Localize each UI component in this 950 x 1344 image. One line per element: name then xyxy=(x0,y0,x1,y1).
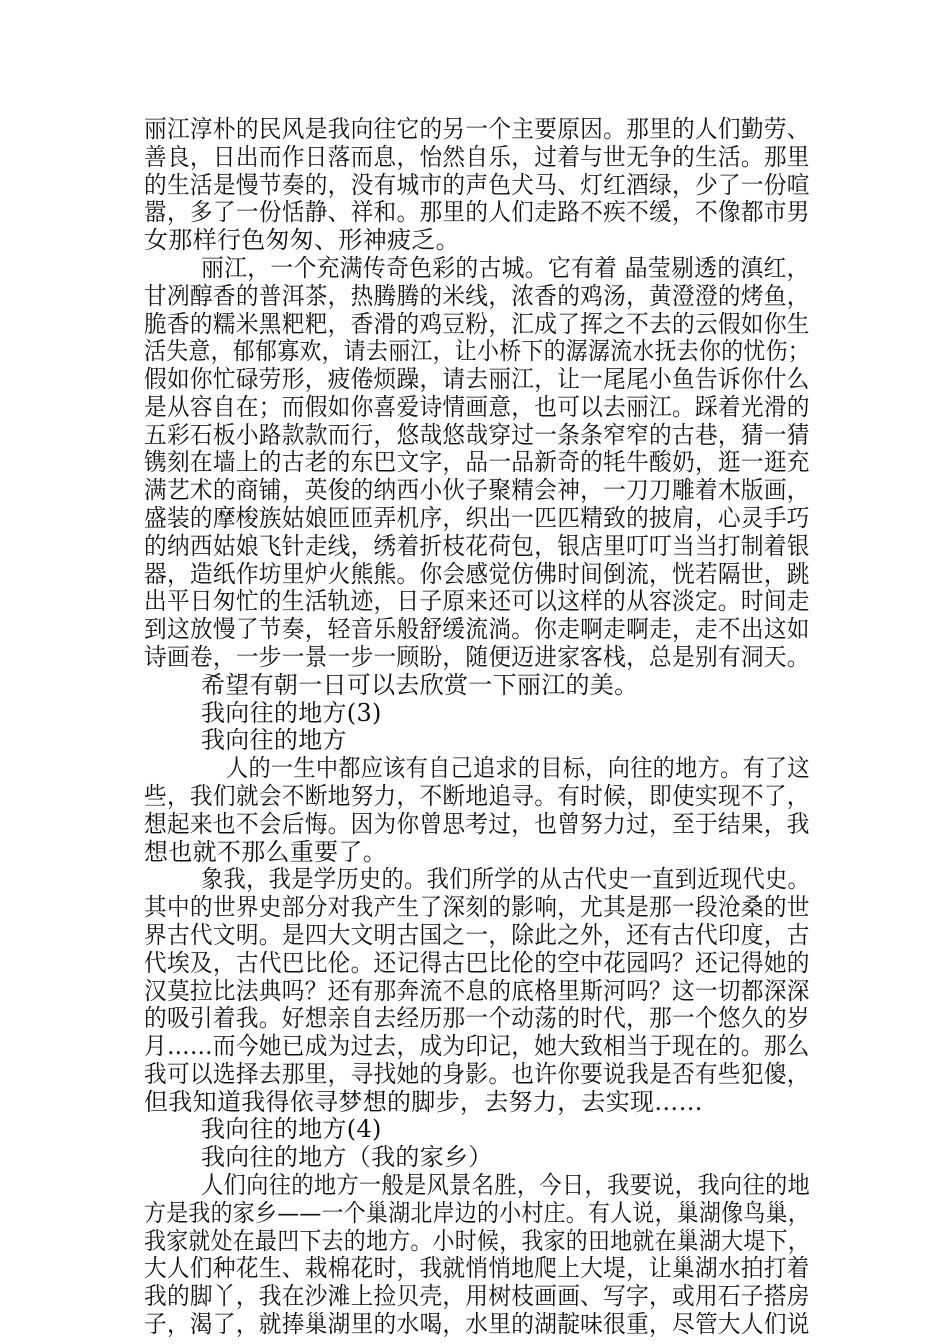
text-line: 活失意，郁郁寡欢，请去丽江，让小桥下的潺潺流水抚去你的忧伤； xyxy=(144,337,811,365)
text-line: 我家就处在最凹下去的地方。小时候，我家的田地就在巢湖大堤下， xyxy=(144,1227,811,1255)
article-title: 我向往的地方（我的家乡） xyxy=(201,1143,493,1171)
text-line: 镌刻在墙上的古老的东巴文字，品一品新奇的牦牛酸奶，逛一逛充 xyxy=(144,448,810,476)
text-line: 甘冽醇香的普洱茶，热腾腾的米线，浓香的鸡汤，黄澄澄的烤鱼， xyxy=(144,282,810,310)
text-line: 是从容自在；而假如你喜爱诗情画意，也可以去丽江。踩着光滑的 xyxy=(144,393,810,421)
text-line: 嚣，多了一份恬静、祥和。那里的人们走路不疾不缓，不像都市男 xyxy=(144,198,810,226)
text-line: 盛装的摩梭族姑娘匝匝弄机序，织出一匹匹精致的披肩，心灵手巧 xyxy=(144,504,810,532)
text-line: 的吸引着我。好想亲自去经历那一个动荡的时代，那一个悠久的岁 xyxy=(144,1004,810,1032)
section-heading: 我向往的地方(4) xyxy=(201,1115,382,1143)
text-line: 些，我们就会不断地努力，不断地追寻。有时候，即使实现不了， xyxy=(144,782,810,810)
text-line: 器，造纸作坊里炉火熊熊。你会感觉仿佛时间倒流，恍若隔世，跳 xyxy=(144,560,810,588)
text-line: 汉莫拉比法典吗？还有那奔流不息的底格里斯河吗？这一切都深深 xyxy=(144,977,810,1005)
text-line: 诗画卷，一步一景一步一顾盼，随便迈进家客栈，总是别有洞天。 xyxy=(144,643,810,671)
text-line: 假如你忙碌劳形，疲倦烦躁，请去丽江，让一尾尾小鱼告诉你什么 xyxy=(144,365,810,393)
text-line: 我可以选择去那里，寻找她的身影。也许你要说我是否有些犯傻， xyxy=(144,1060,810,1088)
text-line: 的纳西姑娘飞针走线，绣着折枝花荷包，银店里叮叮当当打制着银 xyxy=(144,532,810,560)
section-heading: 我向往的地方(3) xyxy=(201,699,382,727)
text-line: 代埃及，古代巴比伦。还记得古巴比伦的空中花园吗？还记得她的 xyxy=(144,949,810,977)
text-line: 大人们种花生、栽棉花时，我就悄悄地爬上大堤，让巢湖水拍打着 xyxy=(144,1254,810,1282)
text-line: 出平日匆忙的生活轨迹，日子原来还可以这样的从容淡定。时间走 xyxy=(144,587,810,615)
text-line: 女那样行色匆匆、形神疲乏。 xyxy=(144,226,460,254)
text-line: 但我知道我得依寻梦想的脚步，去努力，去实现…… xyxy=(144,1088,703,1116)
text-line: 想起来也不会后悔。因为你曾思考过，也曾努力过，至于结果，我 xyxy=(144,810,810,838)
text-line: 五彩石板小路款款而行，悠哉悠哉穿过一条条窄窄的古巷，猜一猜 xyxy=(144,421,810,449)
text-line: 丽江淳朴的民风是我向往它的另一个主要原因。那里的人们勤劳、 xyxy=(144,115,810,143)
text-line: 子，渴了，就捧巢湖里的水喝，水里的湖靛味很重，尽管大人们说 xyxy=(144,1310,810,1338)
text-line: 方是我的家乡——一个巢湖北岸边的小村庄。有人说，巢湖像鸟巢， xyxy=(144,1199,811,1227)
text-line: 我的脚丫，我在沙滩上捡贝壳，用树枝画画、写字，或用石子搭房 xyxy=(144,1282,810,1310)
text-line: 满艺术的商铺，英俊的纳西小伙子聚精会神，一刀刀雕着木版画， xyxy=(144,476,810,504)
paragraph-first-line: 丽江，一个充满传奇色彩的古城。它有着 晶莹剔透的滇红， xyxy=(201,254,810,282)
text-line: 善良，日出而作日落而息，怡然自乐，过着与世无争的生活。那里 xyxy=(144,143,810,171)
text-line: 月……而今她已成为过去，成为印记，她大致相当于现在的。那么 xyxy=(144,1032,810,1060)
paragraph-first-line: 象我，我是学历史的。我们所学的从古代史一直到近现代史。 xyxy=(201,865,811,893)
text-line: 脆香的糯米黑粑粑，香滑的鸡豆粉，汇成了挥之不去的云假如你生 xyxy=(144,310,810,338)
text-line: 想也就不那么重要了。 xyxy=(144,838,387,866)
paragraph-first-line: 人的一生中都应该有自己追求的目标，向往的地方。有了这 xyxy=(226,754,810,782)
text-line: 其中的世界史部分对我产生了深刻的影响，尤其是那一段沧桑的世 xyxy=(144,893,810,921)
article-title: 我向往的地方 xyxy=(201,726,347,754)
paragraph-first-line: 希望有朝一日可以去欣赏一下丽江的美。 xyxy=(201,671,639,699)
text-line: 的生活是慢节奏的，没有城市的声色犬马、灯红酒绿，少了一份喧 xyxy=(144,171,810,199)
text-line: 到这放慢了节奏，轻音乐般舒缓流淌。你走啊走啊走，走不出这如 xyxy=(144,615,810,643)
paragraph-first-line: 人们向往的地方一般是风景名胜，今日，我要说，我向往的地 xyxy=(201,1171,811,1199)
text-line: 界古代文明。是四大文明古国之一，除此之外，还有古代印度，古 xyxy=(144,921,810,949)
